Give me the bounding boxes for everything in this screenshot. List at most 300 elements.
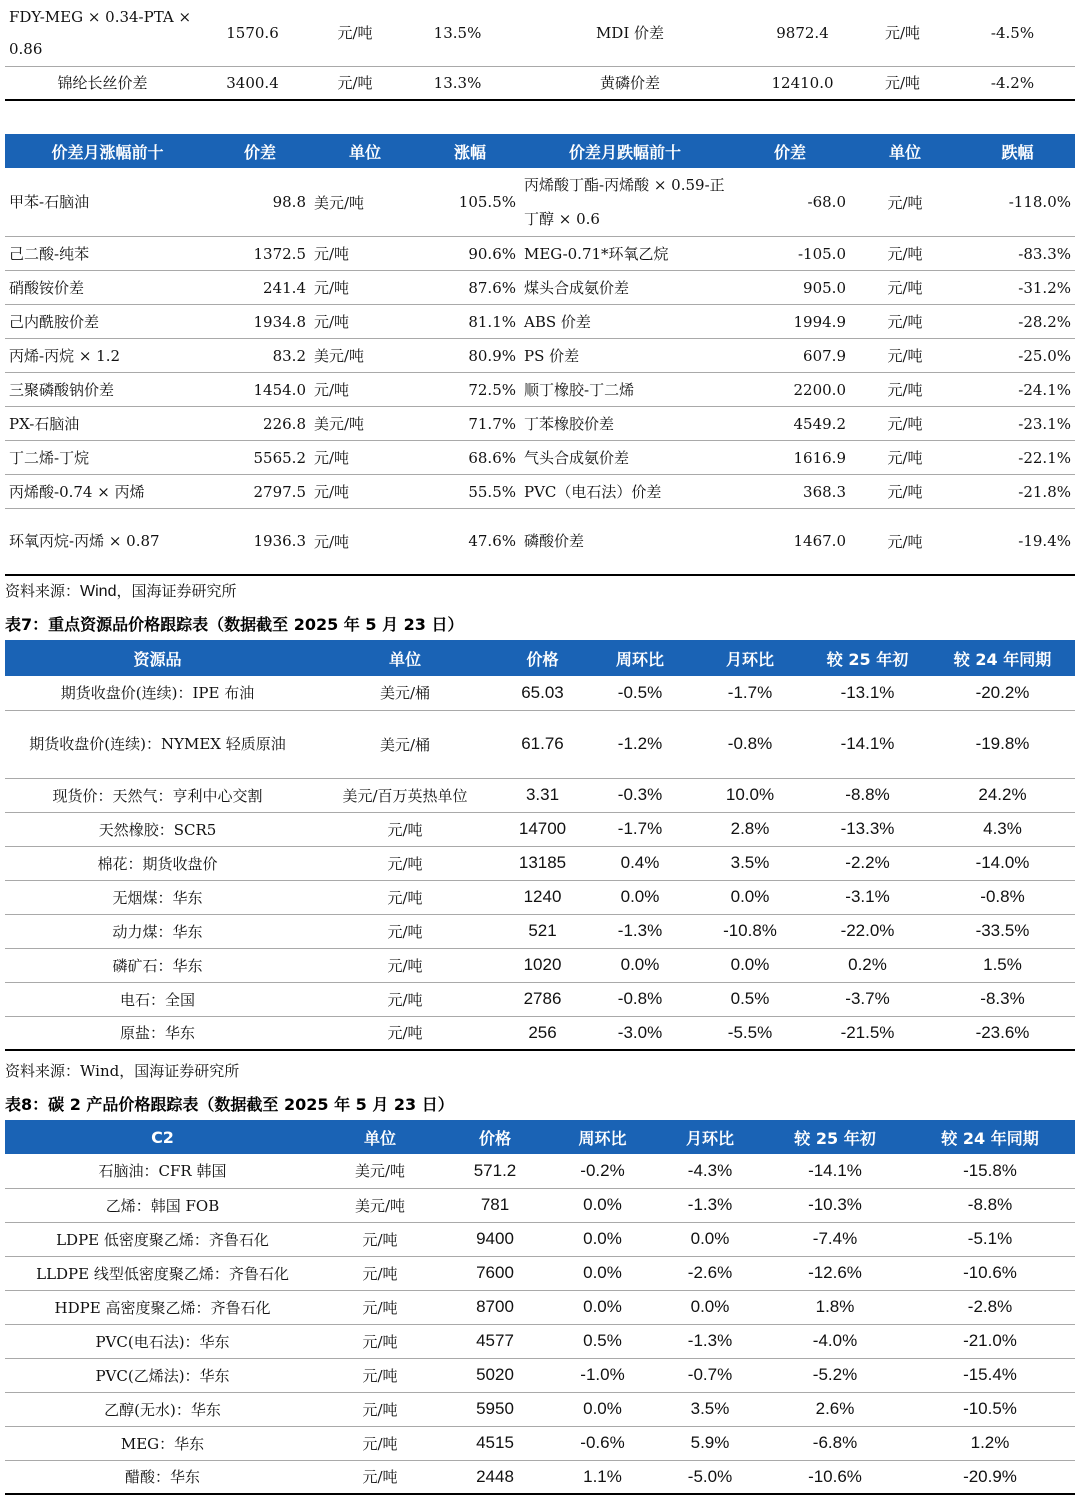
spread-unit: 元/吨: [855, 0, 950, 66]
spread-unit: 元/吨: [310, 373, 420, 407]
yoy-change: -10.5%: [905, 1392, 1075, 1426]
month-change: -1.7%: [695, 676, 805, 710]
month-change: 3.5%: [695, 846, 805, 880]
column-header: 跌幅: [960, 134, 1075, 168]
week-change: 0.0%: [585, 948, 695, 982]
month-change: -0.8%: [695, 710, 805, 778]
spread-unit: 元/吨: [850, 407, 960, 441]
column-header: 单位: [320, 1120, 440, 1154]
spread-value: 1934.8: [210, 305, 310, 339]
ytd-change: -13.1%: [805, 676, 930, 710]
column-header: 单位: [310, 134, 420, 168]
yoy-change: 24.2%: [930, 778, 1075, 812]
table-row: [5, 441, 1075, 475]
spread-name: 环氧丙烷-丙烯 × 0.87: [5, 509, 210, 575]
price: 4515: [440, 1426, 550, 1460]
table-row: [5, 676, 1075, 710]
spread-name: 锦纶长丝价差: [5, 66, 200, 100]
yoy-change: -2.8%: [905, 1290, 1075, 1324]
yoy-change: -23.6%: [930, 1016, 1075, 1050]
spread-unit: 美元/吨: [310, 168, 420, 237]
price: 13185: [500, 846, 585, 880]
table-header-row: [5, 134, 1075, 168]
month-change: 0.0%: [695, 948, 805, 982]
item-name: 天然橡胶：SCR5: [5, 812, 310, 846]
price: 2786: [500, 982, 585, 1016]
item-name: 期货收盘价(连续)：IPE 布油: [5, 676, 310, 710]
item-name: PVC(乙烯法)：华东: [5, 1358, 320, 1392]
yoy-change: -15.8%: [905, 1154, 1075, 1188]
spread-change: 47.6%: [420, 509, 520, 575]
column-header: 单位: [310, 640, 500, 676]
spread-name: PVC（电石法）价差: [520, 475, 730, 509]
unit: 元/吨: [320, 1256, 440, 1290]
week-change: 0.0%: [550, 1290, 655, 1324]
column-header: 较 24 年同期: [905, 1120, 1075, 1154]
yoy-change: -10.6%: [905, 1256, 1075, 1290]
source-prefix: 资料来源：: [5, 582, 81, 600]
spread-unit: 元/吨: [310, 237, 420, 271]
yoy-change: 1.5%: [930, 948, 1075, 982]
month-change: 2.8%: [695, 812, 805, 846]
week-change: -0.5%: [585, 676, 695, 710]
spread-value: 2200.0: [730, 373, 850, 407]
spread-value: 3400.4: [200, 66, 305, 100]
table-row: [5, 1392, 1075, 1426]
unit: 元/吨: [320, 1460, 440, 1494]
week-change: -0.2%: [550, 1154, 655, 1188]
week-change: 0.0%: [550, 1222, 655, 1256]
ytd-change: -7.4%: [765, 1222, 905, 1256]
column-header: 价差月跌幅前十: [520, 134, 730, 168]
spread-value: 607.9: [730, 339, 850, 373]
column-header: 较 25 年初: [805, 640, 930, 676]
spread-unit: 元/吨: [850, 237, 960, 271]
price: 14700: [500, 812, 585, 846]
week-change: -0.3%: [585, 778, 695, 812]
spread-name: PS 价差: [520, 339, 730, 373]
spread-name: PX-石脑油: [5, 407, 210, 441]
spread-change: -21.8%: [960, 475, 1075, 509]
item-name: 现货价：天然气：亨利中心交割: [5, 778, 310, 812]
item-name: 原盐：华东: [5, 1016, 310, 1050]
price: 5020: [440, 1358, 550, 1392]
spread-value: 241.4: [210, 271, 310, 305]
spread-change: 81.1%: [420, 305, 520, 339]
spread-name: ABS 价差: [520, 305, 730, 339]
item-name: 磷矿石：华东: [5, 948, 310, 982]
table-row: [5, 168, 1075, 237]
spread-value: 83.2: [210, 339, 310, 373]
spread-value: 98.8: [210, 168, 310, 237]
table-row: [5, 710, 1075, 778]
unit: 元/吨: [310, 948, 500, 982]
spread-value: 1372.5: [210, 237, 310, 271]
price: 521: [500, 914, 585, 948]
table-row: [5, 271, 1075, 305]
unit: 元/吨: [320, 1324, 440, 1358]
spread-name: 三聚磷酸钠价差: [5, 373, 210, 407]
spread-unit: 元/吨: [850, 305, 960, 339]
table-row: [5, 66, 1075, 100]
week-change: -1.3%: [585, 914, 695, 948]
table-row: [5, 846, 1075, 880]
price: 5950: [440, 1392, 550, 1426]
price: 781: [440, 1188, 550, 1222]
week-change: 0.0%: [550, 1188, 655, 1222]
yoy-change: -33.5%: [930, 914, 1075, 948]
price: 65.03: [500, 676, 585, 710]
table-row: [5, 339, 1075, 373]
yoy-change: -19.8%: [930, 710, 1075, 778]
ytd-change: -4.0%: [765, 1324, 905, 1358]
table-row: [5, 509, 1075, 575]
ytd-change: -13.3%: [805, 812, 930, 846]
week-change: 0.0%: [550, 1392, 655, 1426]
table-row: [5, 1154, 1075, 1188]
spread-name: 甲苯-石脑油: [5, 168, 210, 237]
yoy-change: -8.8%: [905, 1188, 1075, 1222]
month-change: 10.0%: [695, 778, 805, 812]
unit: 元/吨: [310, 880, 500, 914]
yoy-change: -20.2%: [930, 676, 1075, 710]
spread-unit: 元/吨: [850, 509, 960, 575]
price: 2448: [440, 1460, 550, 1494]
week-change: 0.0%: [585, 880, 695, 914]
yoy-change: 1.2%: [905, 1426, 1075, 1460]
table-row: [5, 982, 1075, 1016]
spread-value: 1616.9: [730, 441, 850, 475]
spread-unit: 元/吨: [310, 305, 420, 339]
table-header-row: [5, 1120, 1075, 1154]
spread-value: 9872.4: [750, 0, 855, 66]
spread-value: 1467.0: [730, 509, 850, 575]
spread-name: 丙烯酸丁酯-丙烯酸 × 0.59-正丁醇 × 0.6: [520, 168, 730, 237]
item-name: MEG：华东: [5, 1426, 320, 1460]
ytd-change: 1.8%: [765, 1290, 905, 1324]
month-change: 3.5%: [655, 1392, 765, 1426]
spread-value: 1454.0: [210, 373, 310, 407]
ytd-change: 2.6%: [765, 1392, 905, 1426]
ytd-change: -14.1%: [765, 1154, 905, 1188]
unit: 元/吨: [320, 1358, 440, 1392]
table-row: [5, 1426, 1075, 1460]
table-row: [5, 1324, 1075, 1358]
yoy-change: -5.1%: [905, 1222, 1075, 1256]
ytd-change: -14.1%: [805, 710, 930, 778]
spread-change: -28.2%: [960, 305, 1075, 339]
spread-value: 368.3: [730, 475, 850, 509]
spread-value: 1570.6: [200, 0, 305, 66]
spread-change: 90.6%: [420, 237, 520, 271]
spread-unit: 元/吨: [310, 509, 420, 575]
ytd-change: -10.6%: [765, 1460, 905, 1494]
spread-name: MDI 价差: [510, 0, 750, 66]
week-change: -0.6%: [550, 1426, 655, 1460]
table-row: [5, 1222, 1075, 1256]
month-change: -2.6%: [655, 1256, 765, 1290]
item-name: PVC(电石法)：华东: [5, 1324, 320, 1358]
spread-name: 己二酸-纯苯: [5, 237, 210, 271]
spread-change: -31.2%: [960, 271, 1075, 305]
spread-unit: 元/吨: [850, 475, 960, 509]
week-change: -1.2%: [585, 710, 695, 778]
spread-unit: 元/吨: [850, 271, 960, 305]
table-row: [5, 1256, 1075, 1290]
unit: 元/吨: [320, 1426, 440, 1460]
table-header-row: [5, 640, 1075, 676]
ytd-change: -5.2%: [765, 1358, 905, 1392]
spread-change: -25.0%: [960, 339, 1075, 373]
week-change: 0.0%: [550, 1256, 655, 1290]
spread-value: 226.8: [210, 407, 310, 441]
week-change: 0.5%: [550, 1324, 655, 1358]
resource-price-table: [5, 640, 1075, 1051]
spread-value: 12410.0: [750, 66, 855, 100]
unit: 美元/百万英热单位: [310, 778, 500, 812]
table-row: [5, 880, 1075, 914]
week-change: 1.1%: [550, 1460, 655, 1494]
spread-value: 1936.3: [210, 509, 310, 575]
ytd-change: -22.0%: [805, 914, 930, 948]
month-change: -10.8%: [695, 914, 805, 948]
spread-change: -118.0%: [960, 168, 1075, 237]
spread-change: -83.3%: [960, 237, 1075, 271]
spread-name: FDY-MEG × 0.34-PTA × 0.86: [5, 0, 200, 66]
item-name: 乙醇(无水)：华东: [5, 1392, 320, 1426]
spread-value: 2797.5: [210, 475, 310, 509]
yoy-change: -21.0%: [905, 1324, 1075, 1358]
price: 61.76: [500, 710, 585, 778]
spread-unit: 元/吨: [305, 0, 405, 66]
price: 1240: [500, 880, 585, 914]
month-change: -4.3%: [655, 1154, 765, 1188]
unit: 美元/吨: [320, 1188, 440, 1222]
column-header: 较 24 年同期: [930, 640, 1075, 676]
ytd-change: -12.6%: [765, 1256, 905, 1290]
spread-change: 71.7%: [420, 407, 520, 441]
spread-unit: 美元/吨: [310, 407, 420, 441]
month-change: 0.5%: [695, 982, 805, 1016]
month-change: -1.3%: [655, 1324, 765, 1358]
month-change: -1.3%: [655, 1188, 765, 1222]
table-row: [5, 1358, 1075, 1392]
month-change: 0.0%: [695, 880, 805, 914]
spread-unit: 元/吨: [310, 475, 420, 509]
week-change: -1.7%: [585, 812, 695, 846]
unit: 元/吨: [320, 1290, 440, 1324]
week-change: 0.4%: [585, 846, 695, 880]
column-header: 单位: [850, 134, 960, 168]
spread-unit: 元/吨: [850, 168, 960, 237]
column-header: 月环比: [695, 640, 805, 676]
price: 1020: [500, 948, 585, 982]
spread-value: 905.0: [730, 271, 850, 305]
column-header: 价格: [440, 1120, 550, 1154]
spread-name: 丁二烯-丁烷: [5, 441, 210, 475]
item-name: LLDPE 线型低密度聚乙烯：齐鲁石化: [5, 1256, 320, 1290]
spread-unit: 美元/吨: [310, 339, 420, 373]
table-row: [5, 1188, 1075, 1222]
spread-name: 煤头合成氨价差: [520, 271, 730, 305]
price: 571.2: [440, 1154, 550, 1188]
spread-unit: 元/吨: [850, 339, 960, 373]
source-wind: Wind: [80, 583, 117, 600]
column-header: 月环比: [655, 1120, 765, 1154]
ytd-change: -2.2%: [805, 846, 930, 880]
spread-name: MEG-0.71*环氧乙烷: [520, 237, 730, 271]
item-name: 醋酸：华东: [5, 1460, 320, 1494]
spread-value: -68.0: [730, 168, 850, 237]
spread-change: 80.9%: [420, 339, 520, 373]
spread-change: 68.6%: [420, 441, 520, 475]
item-name: 棉花：期货收盘价: [5, 846, 310, 880]
week-change: -3.0%: [585, 1016, 695, 1050]
ytd-change: -21.5%: [805, 1016, 930, 1050]
yoy-change: -0.8%: [930, 880, 1075, 914]
spread-name: 顺丁橡胶-丁二烯: [520, 373, 730, 407]
ytd-change: -8.8%: [805, 778, 930, 812]
spread-unit: 元/吨: [850, 441, 960, 475]
ytd-change: -3.7%: [805, 982, 930, 1016]
spread-change: -24.1%: [960, 373, 1075, 407]
top-spread-table: [5, 0, 1075, 101]
column-header: 价差: [730, 134, 850, 168]
spread-unit: 元/吨: [855, 66, 950, 100]
spread-change: -4.2%: [950, 66, 1075, 100]
column-header: 价格: [500, 640, 585, 676]
unit: 元/吨: [310, 846, 500, 880]
item-name: 乙烯：韩国 FOB: [5, 1188, 320, 1222]
unit: 元/吨: [310, 914, 500, 948]
table-row: [5, 0, 1075, 66]
table7-caption: 表7：重点资源品价格跟踪表（数据截至 2025 年 5 月 23 日）: [5, 615, 464, 634]
item-name: LDPE 低密度聚乙烯：齐鲁石化: [5, 1222, 320, 1256]
column-header: C2: [5, 1120, 320, 1154]
spread-change: 72.5%: [420, 373, 520, 407]
item-name: 石脑油：CFR 韩国: [5, 1154, 320, 1188]
month-change: 0.0%: [655, 1222, 765, 1256]
spread-value: -105.0: [730, 237, 850, 271]
spread-unit: 元/吨: [310, 441, 420, 475]
yoy-change: -15.4%: [905, 1358, 1075, 1392]
spread-value: 4549.2: [730, 407, 850, 441]
spread-name: 硝酸铵价差: [5, 271, 210, 305]
ytd-change: -6.8%: [765, 1426, 905, 1460]
price: 9400: [440, 1222, 550, 1256]
ytd-change: 0.2%: [805, 948, 930, 982]
price: 7600: [440, 1256, 550, 1290]
spread-change: -23.1%: [960, 407, 1075, 441]
month-change: -0.7%: [655, 1358, 765, 1392]
month-change: -5.0%: [655, 1460, 765, 1494]
ytd-change: -3.1%: [805, 880, 930, 914]
unit: 元/吨: [320, 1222, 440, 1256]
item-name: 动力煤：华东: [5, 914, 310, 948]
spread-name: 黄磷价差: [510, 66, 750, 100]
item-name: 无烟煤：华东: [5, 880, 310, 914]
table-row: [5, 1460, 1075, 1494]
table8-caption: 表8：碳 2 产品价格跟踪表（数据截至 2025 年 5 月 23 日）: [5, 1095, 454, 1114]
spread-value: 1994.9: [730, 305, 850, 339]
yoy-change: -20.9%: [905, 1460, 1075, 1494]
table-row: [5, 1016, 1075, 1050]
week-change: -1.0%: [550, 1358, 655, 1392]
spread-name: 丙烯-丙烷 × 1.2: [5, 339, 210, 373]
spread-change: 13.3%: [405, 66, 510, 100]
month-change: 5.9%: [655, 1426, 765, 1460]
price: 4577: [440, 1324, 550, 1358]
spread-name: 丁苯橡胶价差: [520, 407, 730, 441]
week-change: -0.8%: [585, 982, 695, 1016]
column-header: 价差月涨幅前十: [5, 134, 210, 168]
source-note: 资料来源：Wind，国海证券研究所: [5, 1062, 240, 1080]
spread-change: -19.4%: [960, 509, 1075, 575]
spread-unit: 元/吨: [305, 66, 405, 100]
yoy-change: 4.3%: [930, 812, 1075, 846]
spread-name: 丙烯酸-0.74 × 丙烯: [5, 475, 210, 509]
spread-change: -4.5%: [950, 0, 1075, 66]
spread-ranking-table: [5, 134, 1075, 576]
table-row: [5, 305, 1075, 339]
item-name: HDPE 高密度聚乙烯：齐鲁石化: [5, 1290, 320, 1324]
table-row: [5, 237, 1075, 271]
spread-value: 5565.2: [210, 441, 310, 475]
table-row: [5, 948, 1075, 982]
table-row: [5, 475, 1075, 509]
column-header: 资源品: [5, 640, 310, 676]
table-row: [5, 373, 1075, 407]
source-suffix: ，国海证券研究所: [116, 582, 237, 600]
spread-change: 105.5%: [420, 168, 520, 237]
month-change: -5.5%: [695, 1016, 805, 1050]
spread-unit: 元/吨: [310, 271, 420, 305]
item-name: 电石：全国: [5, 982, 310, 1016]
unit: 美元/桶: [310, 710, 500, 778]
spread-change: 55.5%: [420, 475, 520, 509]
month-change: 0.0%: [655, 1290, 765, 1324]
spread-name: 气头合成氨价差: [520, 441, 730, 475]
column-header: 周环比: [585, 640, 695, 676]
unit: 美元/吨: [320, 1154, 440, 1188]
price: 3.31: [500, 778, 585, 812]
spread-change: 13.5%: [405, 0, 510, 66]
source-note: [5, 580, 236, 601]
column-header: 涨幅: [420, 134, 520, 168]
table-row: [5, 812, 1075, 846]
spread-name: 磷酸价差: [520, 509, 730, 575]
unit: 元/吨: [310, 1016, 500, 1050]
unit: 元/吨: [310, 812, 500, 846]
spread-name: 己内酰胺价差: [5, 305, 210, 339]
spread-change: 87.6%: [420, 271, 520, 305]
table-row: [5, 778, 1075, 812]
unit: 元/吨: [310, 982, 500, 1016]
unit: 美元/桶: [310, 676, 500, 710]
ytd-change: -10.3%: [765, 1188, 905, 1222]
c2-price-table: [5, 1120, 1075, 1495]
spread-unit: 元/吨: [850, 373, 960, 407]
spread-change: -22.1%: [960, 441, 1075, 475]
table-row: [5, 407, 1075, 441]
table-row: [5, 914, 1075, 948]
unit: 元/吨: [320, 1392, 440, 1426]
yoy-change: -8.3%: [930, 982, 1075, 1016]
item-name: 期货收盘价(连续)：NYMEX 轻质原油: [5, 710, 310, 778]
table-row: [5, 1290, 1075, 1324]
price: 256: [500, 1016, 585, 1050]
yoy-change: -14.0%: [930, 846, 1075, 880]
